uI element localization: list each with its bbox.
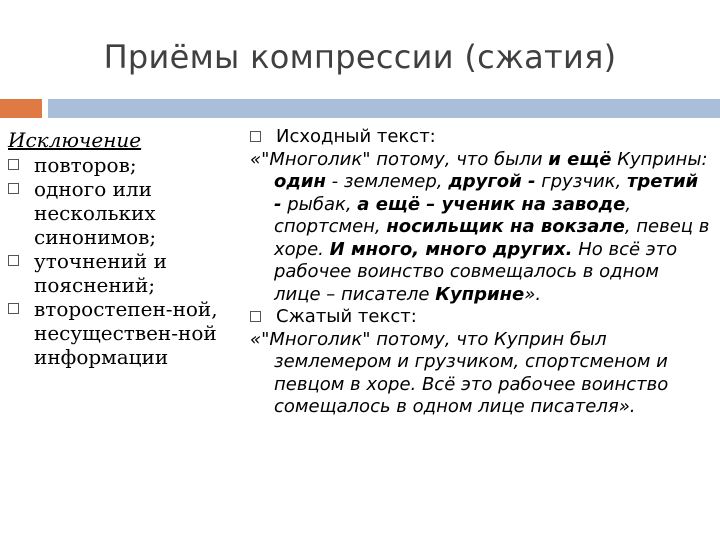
- checkbox-bullet-icon: [8, 183, 19, 194]
- compressed-text: «"Многолик" потому, что Куприн был землемером и грузчиком, спортсменом и певцом в хоре. Всё это рабочее воинство сомещалось в одном лице писателя».: [250, 328, 669, 417]
- source-label: Исходный текст:: [276, 126, 436, 147]
- source-text-bold-segment: а ещё – ученик на заводе: [357, 193, 626, 215]
- source-text-bold-segment: один: [274, 171, 326, 192]
- source-text-bold-segment: И много, много других.: [329, 238, 573, 260]
- source-text-segment: Куприны:: [611, 148, 708, 170]
- source-text-segment: - землемер,: [325, 171, 449, 192]
- source-text-bold-segment: и ещё: [548, 148, 612, 170]
- checkbox-bullet-icon: [250, 311, 261, 322]
- source-text-segment: рыбак,: [281, 193, 358, 215]
- source-text-segment: «"Многолик" потому, что были: [250, 148, 549, 170]
- list-item-label: повторов;: [34, 153, 137, 177]
- source-text-bold-segment: третий -: [274, 171, 699, 215]
- list-item-label: второстепен-ной, несуществен-ной информации: [34, 297, 218, 369]
- list-item-label: уточнений и пояснений;: [34, 249, 167, 297]
- source-text-bold-segment: другой -: [448, 171, 536, 192]
- list-item: [8, 177, 228, 249]
- slide-title: Приёмы компрессии (сжатия): [103, 38, 617, 76]
- example-panel: [250, 126, 710, 419]
- source-text-segment: Но всё это рабочее воинство совмещалось в одном лице – писателе: [274, 238, 678, 305]
- list-item: [8, 297, 228, 369]
- source-text-bold-segment: Куприне: [435, 283, 525, 305]
- source-text-segment: ».: [524, 283, 542, 305]
- source-text-segment: , спортсмен,: [274, 193, 632, 237]
- checkbox-bullet-icon: [8, 159, 19, 170]
- source-heading: [250, 126, 710, 149]
- exclusion-heading: Исключение: [8, 128, 142, 152]
- compressed-label: Сжатый текст:: [276, 306, 417, 327]
- source-text: [250, 149, 710, 307]
- compressed-heading: [250, 306, 710, 329]
- list-item: [8, 153, 228, 177]
- checkbox-bullet-icon: [8, 303, 19, 314]
- source-text-bold-segment: носильщик на вокзале: [386, 216, 625, 237]
- exclusion-list: [8, 128, 228, 369]
- list-item-label: одного или нескольких синонимов;: [34, 177, 157, 249]
- accent-bar-orange: [0, 99, 42, 118]
- source-text-segment: , певец в хоре.: [274, 216, 710, 260]
- list-item: [8, 249, 228, 297]
- accent-bar-blue: [48, 99, 720, 118]
- checkbox-bullet-icon: [250, 131, 261, 142]
- source-text-segment: грузчик,: [535, 171, 627, 192]
- checkbox-bullet-icon: [8, 255, 19, 266]
